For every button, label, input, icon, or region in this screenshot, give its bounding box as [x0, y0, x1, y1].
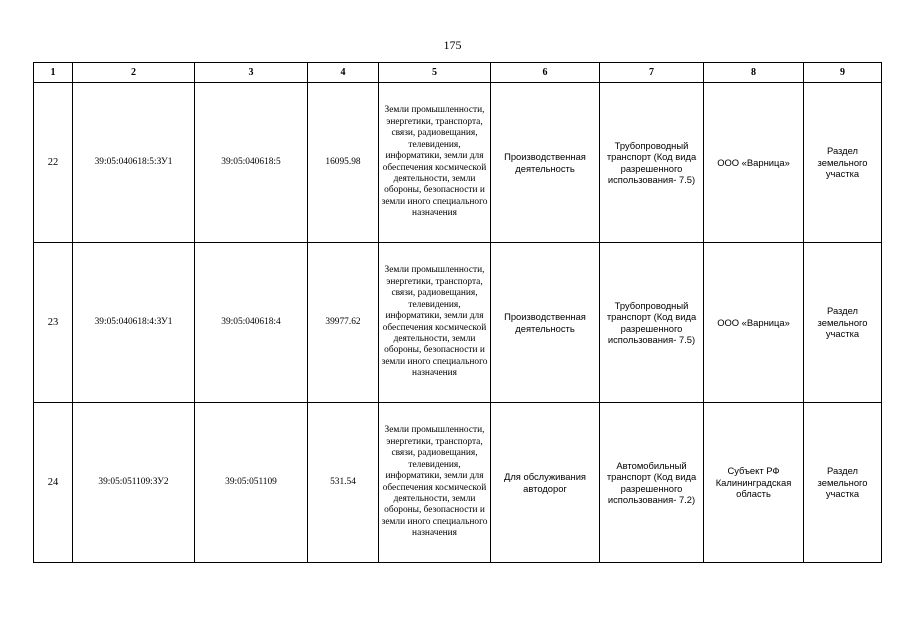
plot-area: 39977.62 — [308, 243, 379, 403]
permitted-use: Трубопроводный транспорт (Код вида разрешенного использования- 7.5) — [600, 243, 704, 403]
action: Раздел земельного участка — [804, 83, 882, 243]
land-use: Для обслуживания автодорог — [491, 403, 600, 563]
land-use: Производственная деятельность — [491, 243, 600, 403]
column-header: 4 — [308, 63, 379, 83]
permitted-use: Автомобильный транспорт (Код вида разрешенного использования- 7.2) — [600, 403, 704, 563]
column-header: 7 — [600, 63, 704, 83]
column-header: 8 — [704, 63, 804, 83]
new-plot-id: 39:05:040618:4:ЗУ1 — [73, 243, 195, 403]
page-number: 175 — [443, 38, 462, 52]
action: Раздел земельного участка — [804, 243, 882, 403]
land-category: Земли промышленности, энергетики, транспорта, связи, радиовещания, телевидения, информатики, земли для обеспечения космической деятельности, земли обороны, безопасности и земли иного специального назначения — [379, 403, 491, 563]
row-number: 23 — [34, 243, 73, 403]
land-category: Земли промышленности, энергетики, транспорта, связи, радиовещания, телевидения, информатики, земли для обеспечения космической деятельности, земли обороны, безопасности и земли иного специального назначения — [379, 83, 491, 243]
right-holder: ООО «Варница» — [704, 243, 804, 403]
table-row — [34, 403, 882, 563]
column-header: 2 — [73, 63, 195, 83]
column-header: 6 — [491, 63, 600, 83]
land-plots-table — [33, 62, 882, 563]
column-header: 5 — [379, 63, 491, 83]
column-header: 9 — [804, 63, 882, 83]
column-header: 1 — [34, 63, 73, 83]
plot-area: 16095.98 — [308, 83, 379, 243]
source-plot-id: 39:05:040618:4 — [195, 243, 308, 403]
source-plot-id: 39:05:040618:5 — [195, 83, 308, 243]
header-row — [34, 63, 882, 83]
permitted-use: Трубопроводный транспорт (Код вида разрешенного использования- 7.5) — [600, 83, 704, 243]
column-header: 3 — [195, 63, 308, 83]
table-row — [34, 83, 882, 243]
row-number: 22 — [34, 83, 73, 243]
source-plot-id: 39:05:051109 — [195, 403, 308, 563]
land-use: Производственная деятельность — [491, 83, 600, 243]
plot-area: 531.54 — [308, 403, 379, 563]
right-holder: Субъект РФ Калининградская область — [704, 403, 804, 563]
new-plot-id: 39:05:040618:5:ЗУ1 — [73, 83, 195, 243]
table-row — [34, 243, 882, 403]
action: Раздел земельного участка — [804, 403, 882, 563]
row-number: 24 — [34, 403, 73, 563]
land-category: Земли промышленности, энергетики, транспорта, связи, радиовещания, телевидения, информатики, земли для обеспечения космической деятельности, земли обороны, безопасности и земли иного специального назначения — [379, 243, 491, 403]
new-plot-id: 39:05:051109:ЗУ2 — [73, 403, 195, 563]
right-holder: ООО «Варница» — [704, 83, 804, 243]
